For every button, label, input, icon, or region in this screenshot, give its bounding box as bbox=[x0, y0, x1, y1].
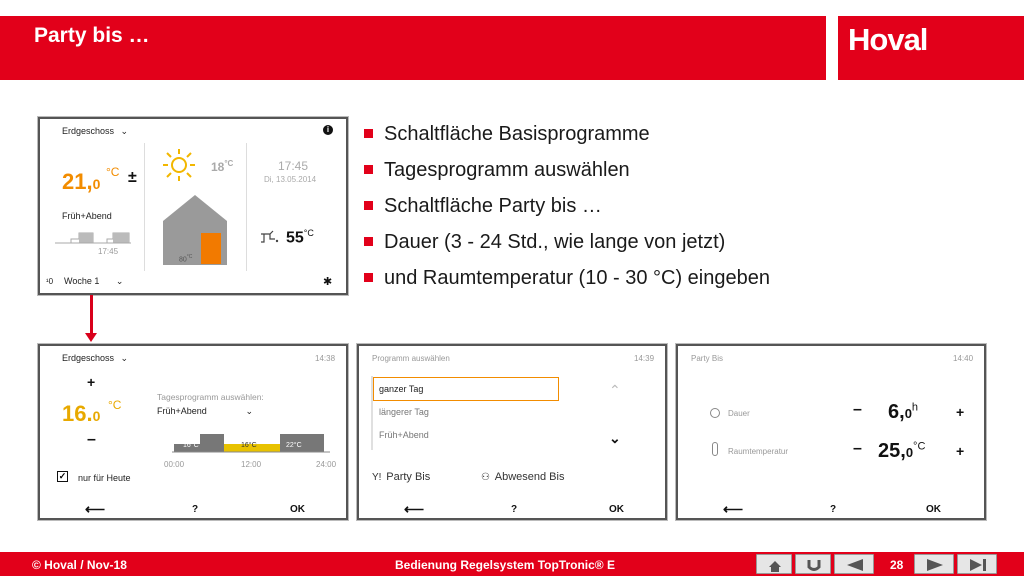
screen-time: 14:39 bbox=[634, 354, 655, 363]
segment-temp: 16°C bbox=[183, 442, 199, 449]
info-icon[interactable]: i bbox=[323, 125, 333, 135]
divider bbox=[246, 143, 247, 271]
list-item[interactable]: ganzer Tag bbox=[379, 384, 424, 394]
setpoint-int: 16. bbox=[62, 401, 93, 426]
program-list-screen bbox=[357, 344, 667, 520]
home-button[interactable] bbox=[756, 554, 792, 574]
bullet-item: Dauer (3 - 24 Std., wie lange von jetzt) bbox=[364, 228, 924, 264]
party-bis-label: Party Bis bbox=[386, 471, 431, 483]
water-temp-value: 55 bbox=[286, 229, 304, 247]
back-icon[interactable]: ⟵ bbox=[404, 501, 425, 517]
last-icon bbox=[958, 555, 998, 575]
clock-icon bbox=[710, 408, 720, 418]
sun-icon bbox=[162, 148, 196, 182]
screen-time: 14:40 bbox=[953, 354, 974, 363]
duration-increase-button[interactable]: + bbox=[956, 404, 965, 420]
hoval-logo bbox=[838, 16, 1024, 80]
scroll-down-icon[interactable]: ⌄ bbox=[609, 430, 621, 446]
room-temp-int: 21, bbox=[62, 169, 93, 194]
person-icon: ⚇ bbox=[481, 472, 490, 483]
party-bis-screen bbox=[676, 344, 986, 520]
ok-button[interactable]: OK bbox=[926, 504, 941, 515]
page-number: 28 bbox=[890, 558, 904, 572]
program-select-label: Tagesprogramm auswählen: bbox=[157, 392, 264, 402]
room-temp[interactable] bbox=[62, 169, 100, 195]
duration-dec: 0 bbox=[904, 406, 912, 421]
clock-time: 17:45 bbox=[278, 159, 309, 173]
clock-date: Di, 13.05.2014 bbox=[264, 175, 317, 184]
duration-int: 6, bbox=[888, 401, 905, 423]
last-button[interactable] bbox=[957, 554, 997, 574]
house-icon[interactable] bbox=[161, 193, 229, 267]
glasses-icon: Y! bbox=[372, 472, 382, 483]
screen-title: Party Bis bbox=[691, 354, 724, 363]
program-graph bbox=[53, 227, 133, 247]
screen-title: Programm auswählen bbox=[372, 354, 450, 363]
footer-copyright: © Hoval / Nov-18 bbox=[32, 558, 127, 572]
bullet-item: Schaltfläche Basisprogramme bbox=[364, 120, 924, 156]
outside-temp-unit: °C bbox=[224, 159, 234, 168]
help-button[interactable]: ? bbox=[192, 504, 199, 515]
program-name: Früh+Abend bbox=[62, 211, 112, 221]
outside-temp-value: 18 bbox=[211, 160, 225, 174]
zone-select[interactable] bbox=[62, 126, 128, 137]
zone-select[interactable] bbox=[62, 353, 128, 364]
house-temp-value: 80 bbox=[179, 256, 187, 264]
zone-label: Erdgeschoss bbox=[62, 126, 115, 136]
week-label: Woche 1 bbox=[64, 276, 100, 286]
setpoint-unit: °C bbox=[108, 398, 122, 412]
axis-tick: 24:00 bbox=[316, 460, 337, 469]
duration-label: Dauer bbox=[728, 409, 750, 418]
adjust-button[interactable]: ± bbox=[128, 169, 137, 186]
water-tap-icon bbox=[260, 230, 280, 244]
bullet-item: Schaltfläche Party bis … bbox=[364, 192, 924, 228]
gear-icon[interactable]: ✱ bbox=[323, 276, 333, 288]
zone-label: Erdgeschoss bbox=[62, 353, 115, 363]
help-button[interactable]: ? bbox=[511, 504, 518, 515]
room-temp-increase-button[interactable]: + bbox=[956, 443, 965, 459]
scroll-up-icon[interactable]: ⌃ bbox=[609, 382, 621, 398]
abwesend-bis-button[interactable] bbox=[481, 471, 564, 483]
room-temp-unit: °C bbox=[913, 440, 926, 453]
abwesend-bis-label: Abwesend Bis bbox=[494, 471, 565, 483]
next-icon bbox=[915, 555, 955, 575]
home-icon bbox=[757, 555, 793, 575]
outside-temp bbox=[211, 159, 233, 174]
list-scroll-track bbox=[371, 376, 373, 450]
chevron-down-icon: ⌄ bbox=[120, 353, 129, 363]
bullet-item: und Raumtemperatur (10 - 30 °C) eingeben bbox=[364, 264, 924, 300]
divider bbox=[144, 143, 145, 271]
bullet-list bbox=[364, 120, 924, 300]
chevron-down-icon: ⌄ bbox=[120, 126, 129, 136]
axis-tick: 12:00 bbox=[241, 460, 262, 469]
list-item[interactable]: Früh+Abend bbox=[379, 430, 429, 440]
room-temp-int: 25, bbox=[878, 440, 906, 462]
bullet-item: Tagesprogramm auswählen bbox=[364, 156, 924, 192]
arrow-connector bbox=[90, 295, 93, 335]
back-icon[interactable]: ⟵ bbox=[723, 501, 744, 517]
house-temp bbox=[179, 254, 192, 263]
party-bis-button[interactable] bbox=[372, 471, 430, 483]
duration-value bbox=[888, 401, 918, 424]
week-select[interactable] bbox=[64, 276, 123, 287]
room-temp-label: Raumtemperatur bbox=[728, 447, 789, 456]
increase-button[interactable]: + bbox=[87, 374, 96, 390]
previous-button[interactable] bbox=[834, 554, 874, 574]
list-item[interactable]: längerer Tag bbox=[379, 407, 429, 417]
room-temp-dec: 0 bbox=[905, 445, 914, 460]
return-icon bbox=[796, 555, 832, 575]
slide-title: Party bis … bbox=[34, 24, 150, 47]
ok-button[interactable]: OK bbox=[290, 504, 305, 515]
setpoint-dec: 0 bbox=[92, 408, 101, 424]
arrow-head bbox=[85, 333, 97, 342]
previous-icon bbox=[835, 555, 875, 575]
back-icon[interactable]: ⟵ bbox=[85, 501, 106, 517]
axis-tick: 00:00 bbox=[164, 460, 185, 469]
setpoint-temp bbox=[62, 401, 100, 427]
today-only-label: nur für Heute bbox=[78, 473, 131, 483]
room-temp-dec: 0 bbox=[92, 176, 101, 192]
duration-unit: h bbox=[911, 401, 919, 414]
return-button[interactable] bbox=[795, 554, 831, 574]
water-temp[interactable] bbox=[286, 228, 314, 247]
program-time: 17:45 bbox=[98, 247, 119, 256]
decrease-button[interactable]: – bbox=[87, 431, 96, 448]
segment-temp: 22°C bbox=[286, 442, 302, 449]
week-prefix: ¹0 bbox=[46, 277, 54, 286]
chevron-down-icon: ⌄ bbox=[245, 406, 253, 416]
duration-decrease-button[interactable]: – bbox=[853, 401, 862, 418]
room-temp-decrease-button[interactable]: – bbox=[853, 440, 862, 457]
main-screen bbox=[38, 117, 348, 295]
ok-button[interactable]: OK bbox=[609, 504, 624, 515]
thermometer-icon bbox=[712, 442, 718, 456]
program-dropdown-value: Früh+Abend bbox=[157, 406, 207, 416]
screen-time: 14:38 bbox=[315, 354, 336, 363]
today-only-checkbox[interactable]: ✓ bbox=[58, 471, 67, 481]
room-temp-value bbox=[878, 440, 925, 463]
help-button[interactable]: ? bbox=[830, 504, 837, 515]
house-temp-unit: °C bbox=[186, 254, 193, 260]
footer-title: Bedienung Regelsystem TopTronic® E bbox=[395, 558, 615, 572]
program-dropdown[interactable] bbox=[157, 406, 255, 416]
chevron-down-icon: ⌄ bbox=[115, 276, 124, 286]
next-button[interactable] bbox=[914, 554, 954, 574]
program-select-screen bbox=[38, 344, 348, 520]
logo-text: Hoval bbox=[848, 22, 928, 57]
segment-temp: 16°C bbox=[241, 442, 257, 449]
water-temp-unit: °C bbox=[303, 228, 314, 238]
room-temp-unit: °C bbox=[106, 165, 120, 179]
